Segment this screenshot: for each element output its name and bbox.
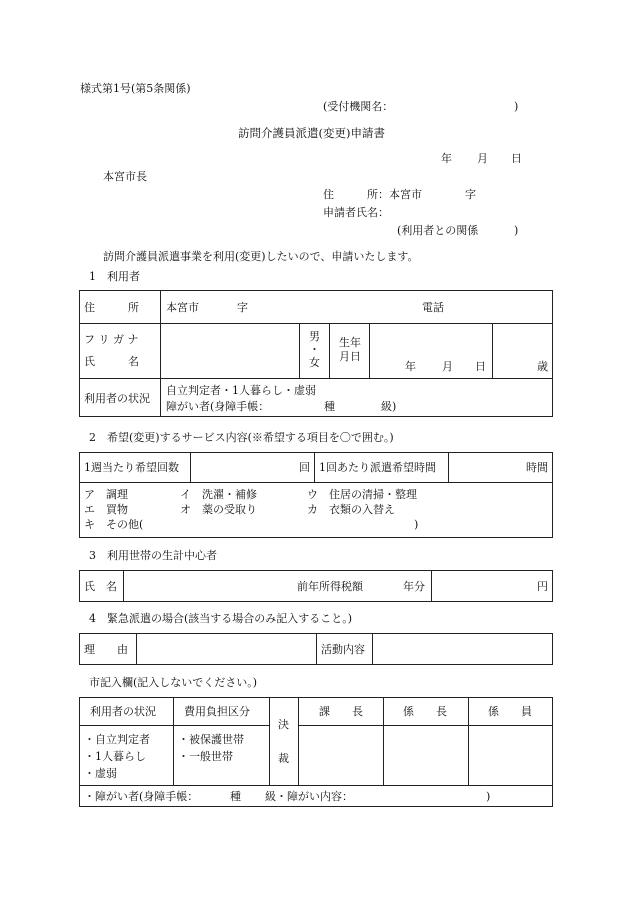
- household-name-label: 氏 名: [84, 580, 117, 593]
- service-item: エ 買物: [84, 503, 128, 516]
- birth-month: 月: [442, 360, 453, 373]
- decision-label-2: 裁: [278, 752, 289, 765]
- applicant-address-aza: 字: [465, 188, 476, 201]
- user-status-label: 利用者の状況: [84, 392, 150, 405]
- office-status-item: ・自立判定者: [84, 733, 150, 746]
- user-address-aza: 字: [237, 301, 248, 314]
- applicant-address-label: 住 所：本宮市: [323, 188, 422, 201]
- sex-male: 男: [309, 330, 320, 343]
- service-item: カ 衣類の入替え: [307, 503, 395, 516]
- service-item: ア 調理: [84, 488, 128, 501]
- office-cost-label: 費用負担区分: [184, 705, 250, 718]
- birth-year: 年: [405, 360, 416, 373]
- sex-female: 女: [309, 356, 320, 369]
- office-disability-type: 種: [230, 790, 241, 803]
- section1-heading: 1 利用者: [89, 270, 140, 283]
- service-item: ウ 住居の清掃・整理: [307, 488, 417, 501]
- form-title: 訪問介護員派遣(変更)申請書: [238, 126, 385, 140]
- user-name-label: 氏 名: [84, 355, 139, 368]
- relation-close: ): [514, 224, 519, 237]
- activity-label: 活動内容: [321, 643, 365, 656]
- user-phone-label: 電話: [422, 301, 444, 314]
- user-address-value: 本宮市: [166, 301, 199, 314]
- user-status-grade: 級): [381, 400, 397, 413]
- user-status-line2: 障がい者(身障手帳：: [166, 400, 270, 413]
- income-label: 前年所得税額: [297, 580, 363, 593]
- service-item: イ 洗濯・補修: [180, 488, 257, 501]
- receiving-org-label: (受付機関名：: [323, 100, 394, 113]
- age-label: 歳: [537, 360, 548, 373]
- furigana-label: フ リ ガ ナ: [84, 333, 139, 346]
- office-disability-close: ): [486, 790, 491, 803]
- reason-label: 理 由: [84, 643, 128, 656]
- office-cost-item: ・被保護世帯: [178, 733, 244, 746]
- staff-label: 係 員: [488, 705, 532, 718]
- office-heading: 市記入欄(記入しないでください。): [89, 676, 258, 689]
- section2-heading: 2 希望(変更)するサービス内容(※希望する項目を〇で囲む。): [89, 431, 394, 444]
- applicant-name-label: 申請者氏名：: [323, 206, 389, 219]
- birth-label-1: 生年: [339, 336, 361, 349]
- relation-label: (利用者との関係: [397, 224, 479, 237]
- date-day: 日: [511, 152, 522, 165]
- sex-dot: ・: [309, 343, 320, 356]
- user-address-label: 住 所: [84, 301, 139, 314]
- birth-day: 日: [475, 360, 486, 373]
- service-other-close: ): [414, 518, 419, 531]
- intro-text: 訪問介護員派遣事業を利用(変更)したいので、申請いたします。: [103, 250, 419, 263]
- section4-heading: 4 緊急派遣の場合(該当する場合のみ記入すること。): [89, 612, 353, 625]
- hours-unit: 時間: [526, 461, 548, 474]
- section3-heading: 3 利用世帯の生計中心者: [89, 549, 217, 562]
- receiving-org-close: ): [514, 100, 519, 113]
- weekly-count-label: 1週当たり希望回数: [84, 461, 179, 474]
- hours-label: 1回あたり派遣希望時間: [319, 461, 436, 474]
- weekly-count-unit: 回: [299, 461, 310, 474]
- service-other: キ その他(: [84, 518, 144, 531]
- income-unit: 円: [537, 580, 548, 593]
- addressee: 本宮市長: [103, 170, 147, 183]
- user-status-line1: 自立判定者・1人暮らし・虚弱: [166, 384, 316, 397]
- office-status-item: ・1人暮らし: [84, 750, 146, 763]
- service-item: オ 薬の受取り: [180, 503, 257, 516]
- office-disability-grade: 級・障がい内容：: [265, 790, 353, 803]
- date-month: 月: [477, 152, 488, 165]
- decision-label-1: 決: [278, 718, 289, 731]
- chief-label: 係 長: [403, 705, 447, 718]
- date-year: 年: [441, 152, 452, 165]
- user-status-grade-type: 種: [324, 400, 335, 413]
- income-year: 年分: [403, 580, 425, 593]
- office-cost-item: ・一般世帯: [178, 750, 233, 763]
- section-chief-label: 課 長: [319, 705, 363, 718]
- office-status-label: 利用者の状況: [90, 705, 156, 718]
- office-status-item: ・虚弱: [84, 767, 117, 780]
- birth-label-2: 月日: [339, 350, 361, 363]
- form-number: 様式第1号(第5条関係): [80, 82, 191, 95]
- office-disability-line: ・障がい者(身障手帳：: [84, 790, 199, 803]
